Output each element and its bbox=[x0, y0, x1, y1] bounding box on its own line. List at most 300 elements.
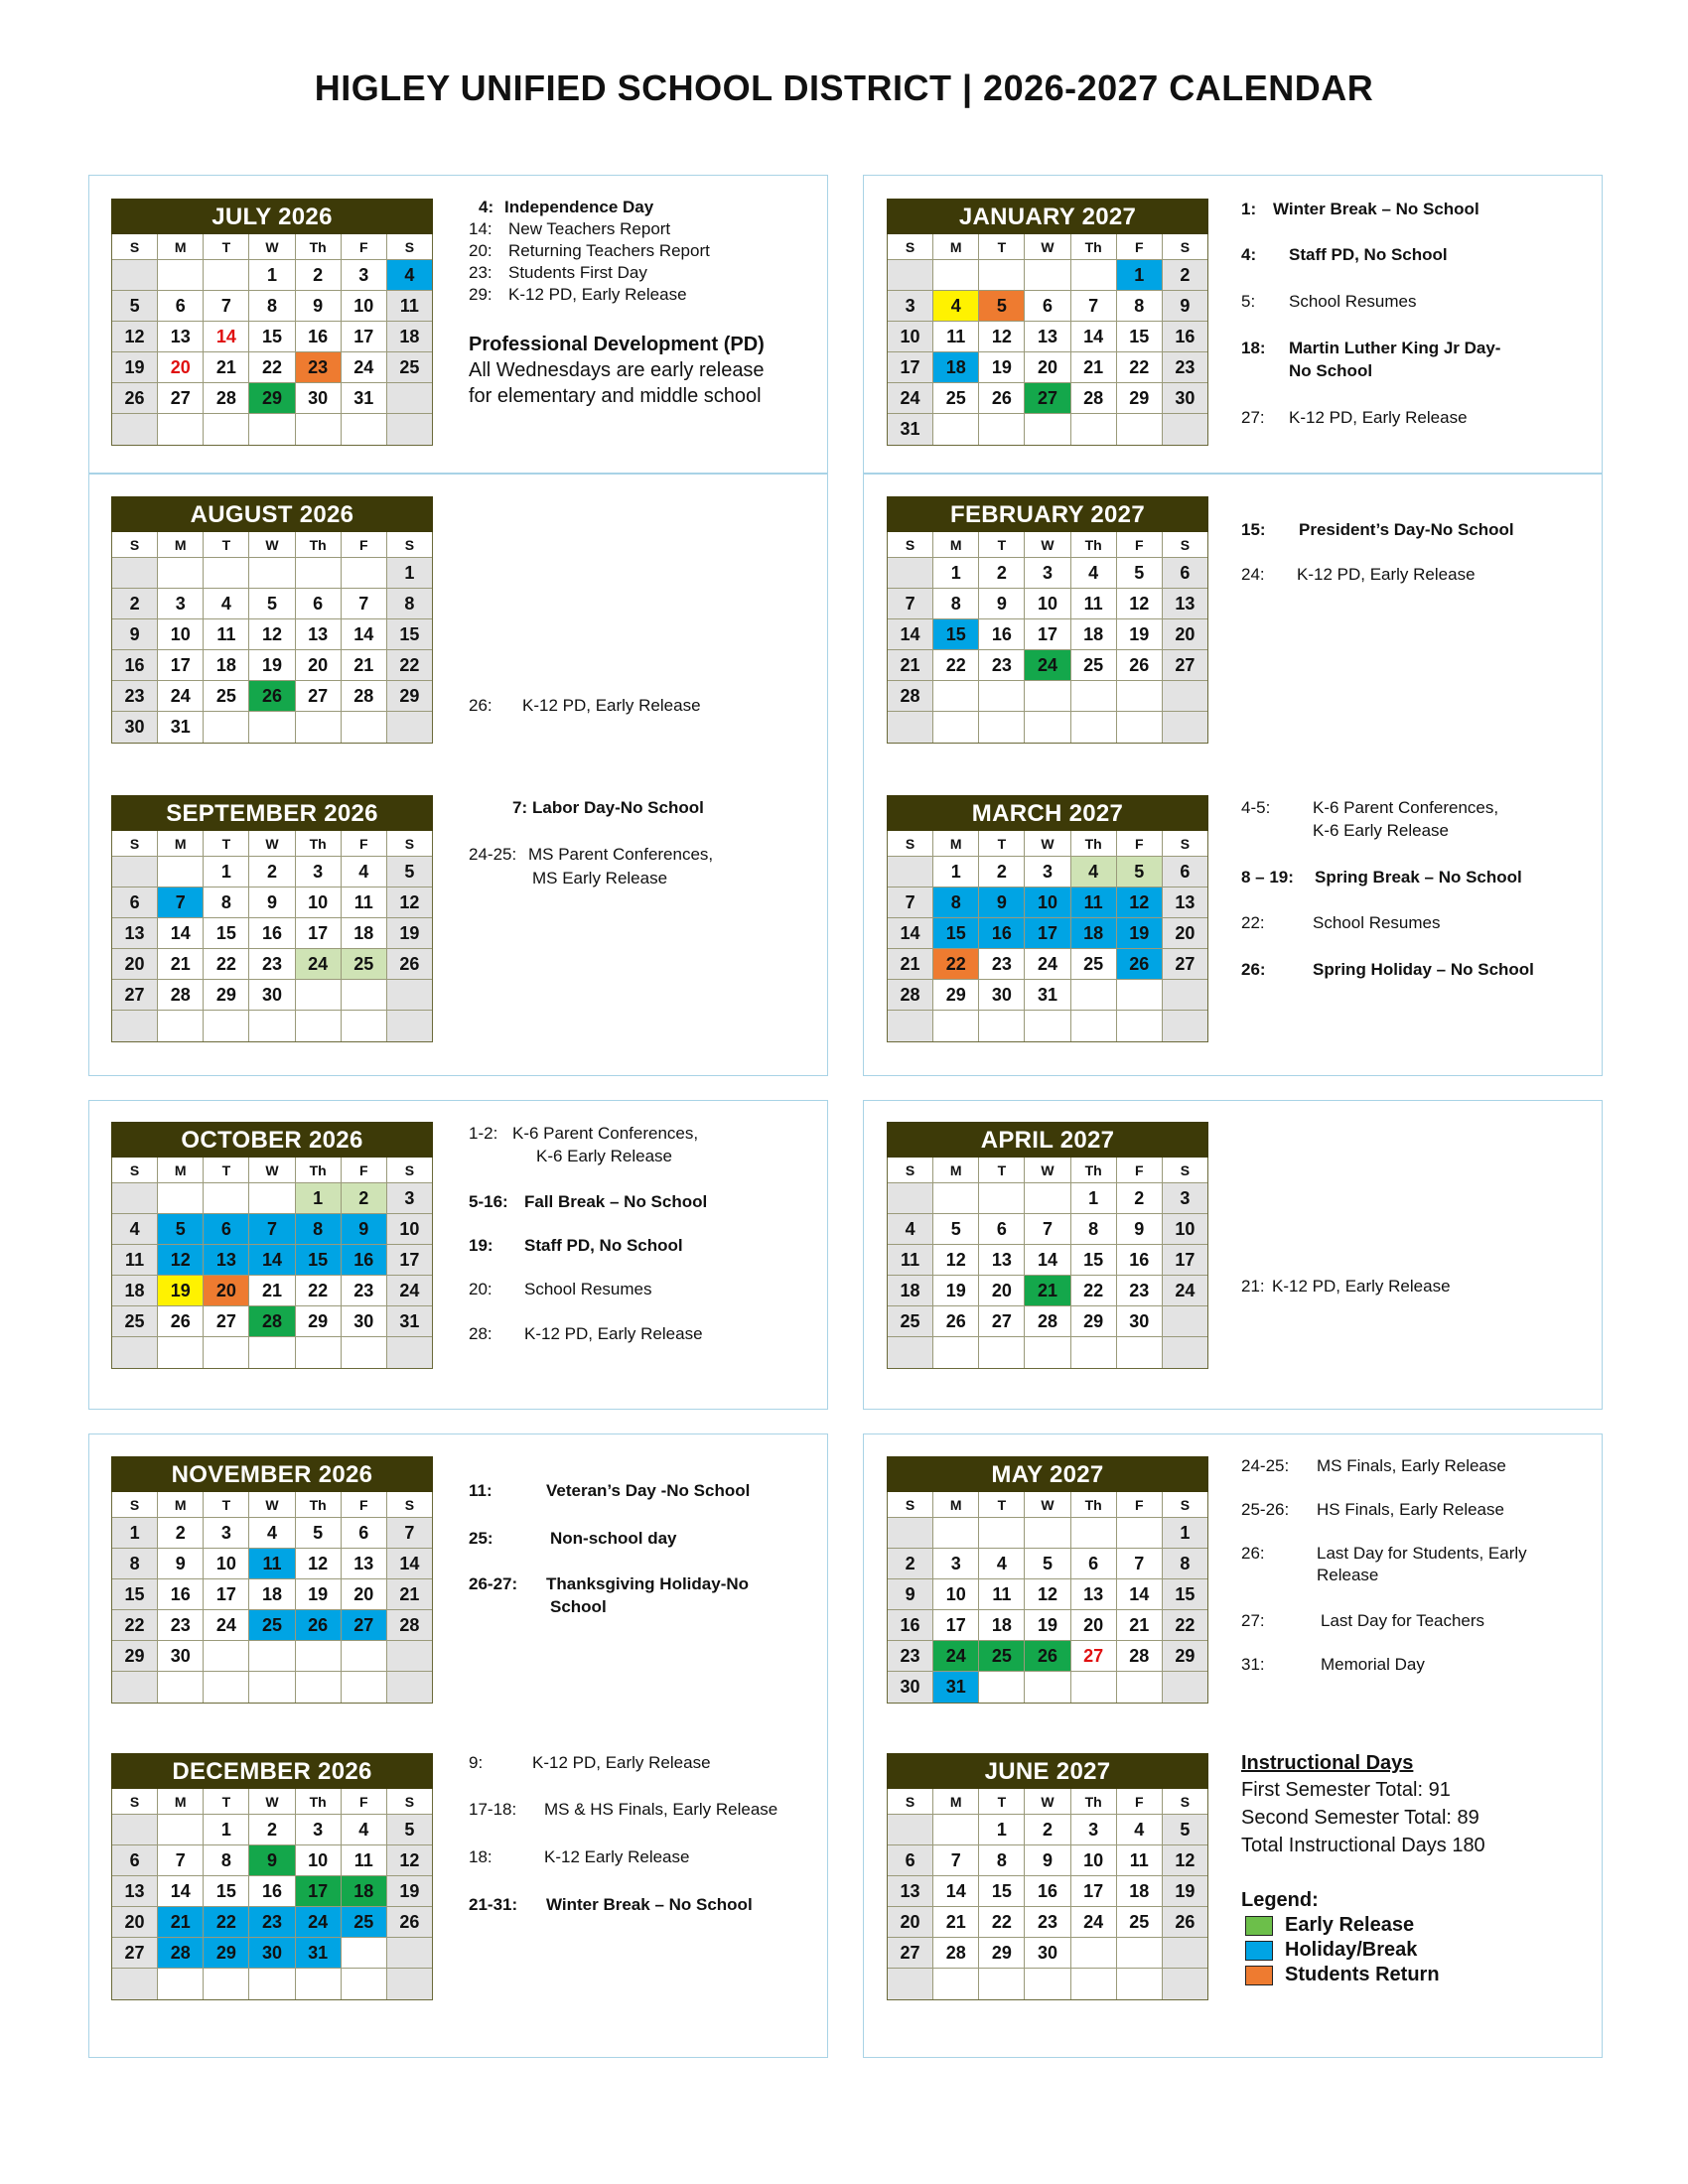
empty-cell bbox=[1117, 1011, 1163, 1041]
day-cell: 28 bbox=[1117, 1641, 1163, 1672]
weekday-label: S bbox=[112, 1492, 158, 1518]
day-cell: 13 bbox=[204, 1245, 249, 1276]
day-cell: 11 bbox=[888, 1245, 933, 1276]
day-cell: 3 bbox=[888, 291, 933, 322]
day-cell: 23 bbox=[112, 681, 158, 712]
day-cell: 17 bbox=[387, 1245, 432, 1276]
weekday-label: F bbox=[1117, 532, 1163, 558]
day-cell: 16 bbox=[979, 918, 1025, 949]
weekday-label: M bbox=[158, 234, 204, 260]
day-cell: 15 bbox=[1117, 322, 1163, 352]
pd-line-2: for elementary and middle school bbox=[469, 385, 762, 407]
day-cell: 29 bbox=[387, 681, 432, 712]
day-cell: 7 bbox=[342, 589, 387, 619]
day-cell: 24 bbox=[387, 1276, 432, 1306]
day-cell: 28 bbox=[1071, 383, 1117, 414]
week-row bbox=[888, 1672, 1207, 1703]
day-cell: 17 bbox=[1163, 1245, 1207, 1276]
empty-cell bbox=[1025, 1969, 1070, 1999]
day-cell: 24 bbox=[342, 352, 387, 383]
day-cell: 30 bbox=[1025, 1938, 1070, 1969]
day-cell: 21 bbox=[158, 949, 204, 980]
day-cell: 3 bbox=[1071, 1815, 1117, 1845]
day-cell: 6 bbox=[1025, 291, 1070, 322]
day-cell: 2 bbox=[112, 589, 158, 619]
month-title: JANUARY 2027 bbox=[887, 199, 1208, 234]
day-cell: 4 bbox=[204, 589, 249, 619]
empty-cell bbox=[204, 1641, 249, 1672]
day-cell: 5 bbox=[249, 589, 295, 619]
week-row bbox=[112, 1214, 432, 1245]
empty-cell bbox=[249, 1337, 295, 1368]
weekday-label: Th bbox=[296, 1158, 342, 1183]
empty-cell bbox=[112, 1183, 158, 1214]
empty-cell bbox=[979, 260, 1025, 291]
day-cell: 9 bbox=[1163, 291, 1207, 322]
second-semester-total: Second Semester Total: 89 bbox=[1241, 1807, 1479, 1829]
day-cell: 17 bbox=[1025, 918, 1070, 949]
day-cell: 29 bbox=[204, 1938, 249, 1969]
calendar-march-2027 bbox=[887, 795, 1208, 1042]
total-instructional-days: Total Instructional Days 180 bbox=[1241, 1835, 1485, 1856]
day-cell: 7 bbox=[933, 1845, 979, 1876]
day-cell: 23 bbox=[1025, 1907, 1070, 1938]
week-row bbox=[888, 712, 1207, 743]
day-cell: 11 bbox=[249, 1549, 295, 1579]
day-cell: 30 bbox=[249, 980, 295, 1011]
legend-heading: Legend: bbox=[1241, 1889, 1319, 1911]
week-row bbox=[112, 980, 432, 1011]
empty-cell bbox=[249, 1183, 295, 1214]
day-cell: 7 bbox=[249, 1214, 295, 1245]
week-row bbox=[888, 291, 1207, 322]
day-cell: 12 bbox=[979, 322, 1025, 352]
empty-cell bbox=[888, 712, 933, 743]
empty-cell bbox=[158, 1815, 204, 1845]
day-cell: 10 bbox=[158, 619, 204, 650]
weekday-label: S bbox=[888, 1492, 933, 1518]
empty-cell bbox=[342, 1938, 387, 1969]
empty-cell bbox=[1025, 260, 1070, 291]
day-cell: 1 bbox=[112, 1518, 158, 1549]
day-cell: 23 bbox=[1117, 1276, 1163, 1306]
week-row bbox=[112, 1337, 432, 1368]
day-cell: 8 bbox=[249, 291, 295, 322]
weekday-label: F bbox=[342, 1492, 387, 1518]
day-cell: 18 bbox=[342, 918, 387, 949]
empty-cell bbox=[979, 712, 1025, 743]
day-cell: 9 bbox=[342, 1214, 387, 1245]
day-cell: 19 bbox=[1163, 1876, 1207, 1907]
day-cell: 29 bbox=[296, 1306, 342, 1337]
day-cell: 18 bbox=[933, 352, 979, 383]
weekday-label: M bbox=[933, 1492, 979, 1518]
day-cell: 19 bbox=[249, 650, 295, 681]
month-title: SEPTEMBER 2026 bbox=[111, 795, 433, 831]
week-row bbox=[888, 1876, 1207, 1907]
day-cell: 20 bbox=[1071, 1610, 1117, 1641]
day-cell: 3 bbox=[342, 260, 387, 291]
weekday-label: Th bbox=[296, 831, 342, 857]
weekday-label: Th bbox=[1071, 532, 1117, 558]
weekday-label: S bbox=[888, 1158, 933, 1183]
empty-cell bbox=[979, 1011, 1025, 1041]
empty-cell bbox=[1071, 1969, 1117, 1999]
day-cell: 18 bbox=[387, 322, 432, 352]
day-cell: 23 bbox=[296, 352, 342, 383]
day-cell: 1 bbox=[387, 558, 432, 589]
empty-cell bbox=[387, 980, 432, 1011]
empty-cell bbox=[204, 712, 249, 743]
day-cell: 9 bbox=[296, 291, 342, 322]
week-row bbox=[112, 589, 432, 619]
day-cell: 9 bbox=[249, 887, 295, 918]
day-cell: 5 bbox=[296, 1518, 342, 1549]
empty-cell bbox=[158, 414, 204, 445]
day-cell: 10 bbox=[1071, 1845, 1117, 1876]
day-cell: 26 bbox=[112, 383, 158, 414]
week-row bbox=[112, 352, 432, 383]
weekday-header-row bbox=[888, 234, 1207, 260]
weekday-header-row bbox=[112, 1492, 432, 1518]
day-cell: 19 bbox=[1025, 1610, 1070, 1641]
weekday-label: M bbox=[158, 831, 204, 857]
day-cell: 15 bbox=[249, 322, 295, 352]
week-row bbox=[888, 260, 1207, 291]
day-cell: 15 bbox=[979, 1876, 1025, 1907]
day-cell: 17 bbox=[1025, 619, 1070, 650]
day-cell: 5 bbox=[158, 1214, 204, 1245]
empty-cell bbox=[158, 260, 204, 291]
day-cell: 1 bbox=[933, 558, 979, 589]
empty-cell bbox=[342, 558, 387, 589]
empty-cell bbox=[387, 712, 432, 743]
day-cell: 22 bbox=[296, 1276, 342, 1306]
week-row bbox=[888, 1610, 1207, 1641]
day-cell: 10 bbox=[933, 1579, 979, 1610]
empty-cell bbox=[888, 558, 933, 589]
day-cell: 9 bbox=[888, 1579, 933, 1610]
week-row bbox=[888, 650, 1207, 681]
weekday-label: F bbox=[1117, 1158, 1163, 1183]
week-row bbox=[888, 887, 1207, 918]
month-title: OCTOBER 2026 bbox=[111, 1122, 433, 1158]
day-cell: 29 bbox=[1117, 383, 1163, 414]
day-cell: 4 bbox=[249, 1518, 295, 1549]
weekday-label: Th bbox=[1071, 234, 1117, 260]
day-cell: 5 bbox=[1117, 558, 1163, 589]
day-cell: 29 bbox=[249, 383, 295, 414]
day-cell: 14 bbox=[888, 918, 933, 949]
day-cell: 26 bbox=[1117, 949, 1163, 980]
empty-cell bbox=[387, 1672, 432, 1703]
empty-cell bbox=[1071, 1672, 1117, 1703]
day-cell: 10 bbox=[204, 1549, 249, 1579]
calendar-september-2026 bbox=[111, 795, 433, 1042]
day-cell: 5 bbox=[387, 857, 432, 887]
weekday-label: S bbox=[112, 1158, 158, 1183]
day-cell: 17 bbox=[1071, 1876, 1117, 1907]
day-cell: 12 bbox=[933, 1245, 979, 1276]
week-row bbox=[888, 1549, 1207, 1579]
day-cell: 22 bbox=[1071, 1276, 1117, 1306]
day-cell: 13 bbox=[158, 322, 204, 352]
weekday-header-row bbox=[888, 1789, 1207, 1815]
calendar-october-2026 bbox=[111, 1122, 433, 1369]
month-title: JULY 2026 bbox=[111, 199, 433, 234]
day-cell: 5 bbox=[1117, 857, 1163, 887]
day-cell: 11 bbox=[112, 1245, 158, 1276]
day-cell: 8 bbox=[387, 589, 432, 619]
day-cell: 31 bbox=[342, 383, 387, 414]
week-row bbox=[112, 1672, 432, 1703]
day-cell: 11 bbox=[204, 619, 249, 650]
empty-cell bbox=[888, 1815, 933, 1845]
calendar-january-2027 bbox=[887, 199, 1208, 446]
day-cell: 20 bbox=[1163, 918, 1207, 949]
weekday-header-row bbox=[112, 1789, 432, 1815]
weekday-label: F bbox=[342, 234, 387, 260]
week-row bbox=[112, 322, 432, 352]
day-cell: 22 bbox=[387, 650, 432, 681]
day-cell: 27 bbox=[204, 1306, 249, 1337]
week-row bbox=[888, 1306, 1207, 1337]
day-cell: 16 bbox=[1025, 1876, 1070, 1907]
legend-item-students-return: Students Return bbox=[1241, 1963, 1440, 1987]
week-row bbox=[888, 1183, 1207, 1214]
week-row bbox=[888, 1276, 1207, 1306]
first-semester-total: First Semester Total: 91 bbox=[1241, 1779, 1451, 1801]
empty-cell bbox=[249, 1641, 295, 1672]
day-cell: 17 bbox=[296, 918, 342, 949]
day-cell: 4 bbox=[1117, 1815, 1163, 1845]
empty-cell bbox=[1025, 681, 1070, 712]
day-cell: 27 bbox=[158, 383, 204, 414]
day-cell: 10 bbox=[888, 322, 933, 352]
weekday-label: Th bbox=[1071, 1492, 1117, 1518]
day-cell: 13 bbox=[888, 1876, 933, 1907]
day-cell: 25 bbox=[979, 1641, 1025, 1672]
day-cell: 8 bbox=[1117, 291, 1163, 322]
week-row bbox=[888, 619, 1207, 650]
weekday-label: Th bbox=[296, 234, 342, 260]
day-cell: 10 bbox=[1025, 589, 1070, 619]
day-cell: 20 bbox=[1163, 619, 1207, 650]
week-row bbox=[112, 1938, 432, 1969]
empty-cell bbox=[979, 1518, 1025, 1549]
empty-cell bbox=[296, 1969, 342, 1999]
day-cell: 4 bbox=[112, 1214, 158, 1245]
empty-cell bbox=[204, 558, 249, 589]
week-row bbox=[888, 322, 1207, 352]
weekday-header-row bbox=[112, 1158, 432, 1183]
week-row bbox=[888, 1815, 1207, 1845]
weekday-label: S bbox=[1163, 1789, 1207, 1815]
weekday-label: Th bbox=[296, 532, 342, 558]
week-row bbox=[112, 291, 432, 322]
day-cell: 21 bbox=[1025, 1276, 1070, 1306]
day-cell: 3 bbox=[1163, 1183, 1207, 1214]
day-cell: 3 bbox=[296, 857, 342, 887]
day-cell: 14 bbox=[158, 1876, 204, 1907]
day-cell: 27 bbox=[1025, 383, 1070, 414]
empty-cell bbox=[387, 1969, 432, 1999]
week-row bbox=[112, 414, 432, 445]
day-cell: 26 bbox=[979, 383, 1025, 414]
empty-cell bbox=[296, 712, 342, 743]
week-row bbox=[112, 1011, 432, 1041]
empty-cell bbox=[1025, 1183, 1070, 1214]
day-cell: 20 bbox=[888, 1907, 933, 1938]
weekday-header-row bbox=[112, 831, 432, 857]
day-cell: 26 bbox=[1025, 1641, 1070, 1672]
day-cell: 12 bbox=[249, 619, 295, 650]
day-cell: 11 bbox=[342, 887, 387, 918]
day-cell: 13 bbox=[112, 1876, 158, 1907]
day-cell: 20 bbox=[204, 1276, 249, 1306]
empty-cell bbox=[1117, 414, 1163, 445]
empty-cell bbox=[1163, 1672, 1207, 1703]
day-cell: 5 bbox=[1025, 1549, 1070, 1579]
day-cell: 19 bbox=[1117, 918, 1163, 949]
empty-cell bbox=[979, 1183, 1025, 1214]
week-row bbox=[888, 414, 1207, 445]
empty-cell bbox=[158, 1672, 204, 1703]
empty-cell bbox=[933, 1518, 979, 1549]
day-cell: 24 bbox=[1025, 949, 1070, 980]
day-cell: 3 bbox=[1025, 558, 1070, 589]
day-cell: 18 bbox=[112, 1276, 158, 1306]
day-cell: 14 bbox=[933, 1876, 979, 1907]
empty-cell bbox=[933, 712, 979, 743]
day-cell: 18 bbox=[888, 1276, 933, 1306]
day-cell: 21 bbox=[933, 1907, 979, 1938]
empty-cell bbox=[158, 1011, 204, 1041]
empty-cell bbox=[112, 1969, 158, 1999]
weekday-label: S bbox=[888, 1789, 933, 1815]
weekday-label: M bbox=[933, 1789, 979, 1815]
weekday-label: M bbox=[158, 1789, 204, 1815]
month-grid bbox=[111, 234, 433, 446]
day-cell: 28 bbox=[342, 681, 387, 712]
day-cell: 16 bbox=[342, 1245, 387, 1276]
weekday-label: T bbox=[979, 831, 1025, 857]
day-cell: 8 bbox=[979, 1845, 1025, 1876]
day-cell: 12 bbox=[1025, 1579, 1070, 1610]
empty-cell bbox=[249, 414, 295, 445]
week-row bbox=[112, 1876, 432, 1907]
empty-cell bbox=[1163, 1938, 1207, 1969]
empty-cell bbox=[1071, 260, 1117, 291]
day-cell: 18 bbox=[1071, 918, 1117, 949]
month-grid bbox=[111, 1492, 433, 1704]
empty-cell bbox=[342, 980, 387, 1011]
weekday-label: S bbox=[387, 1492, 432, 1518]
day-cell: 20 bbox=[112, 949, 158, 980]
week-row bbox=[112, 1183, 432, 1214]
day-cell: 14 bbox=[342, 619, 387, 650]
weekday-label: S bbox=[112, 532, 158, 558]
empty-cell bbox=[158, 558, 204, 589]
empty-cell bbox=[342, 1969, 387, 1999]
weekday-label: W bbox=[249, 1158, 295, 1183]
day-cell: 17 bbox=[158, 650, 204, 681]
empty-cell bbox=[888, 1337, 933, 1368]
day-cell: 6 bbox=[888, 1845, 933, 1876]
day-cell: 24 bbox=[1025, 650, 1070, 681]
week-row bbox=[112, 1907, 432, 1938]
day-cell: 5 bbox=[1163, 1815, 1207, 1845]
legend-swatch bbox=[1245, 1941, 1273, 1961]
day-cell: 8 bbox=[296, 1214, 342, 1245]
day-cell: 18 bbox=[204, 650, 249, 681]
day-cell: 23 bbox=[342, 1276, 387, 1306]
day-cell: 22 bbox=[204, 949, 249, 980]
empty-cell bbox=[387, 383, 432, 414]
day-cell: 10 bbox=[296, 887, 342, 918]
day-cell: 8 bbox=[112, 1549, 158, 1579]
day-cell: 9 bbox=[158, 1549, 204, 1579]
day-cell: 9 bbox=[112, 619, 158, 650]
week-row bbox=[112, 1845, 432, 1876]
month-grid bbox=[887, 831, 1208, 1042]
weekday-label: W bbox=[249, 831, 295, 857]
empty-cell bbox=[933, 1183, 979, 1214]
day-cell: 17 bbox=[342, 322, 387, 352]
day-cell: 30 bbox=[1117, 1306, 1163, 1337]
day-cell: 16 bbox=[979, 619, 1025, 650]
day-cell: 19 bbox=[158, 1276, 204, 1306]
day-cell: 6 bbox=[112, 1845, 158, 1876]
day-cell: 18 bbox=[1071, 619, 1117, 650]
empty-cell bbox=[112, 260, 158, 291]
day-cell: 13 bbox=[1163, 887, 1207, 918]
empty-cell bbox=[342, 712, 387, 743]
weekday-label: W bbox=[1025, 1789, 1070, 1815]
day-cell: 12 bbox=[158, 1245, 204, 1276]
day-cell: 27 bbox=[1163, 650, 1207, 681]
weekday-label: S bbox=[888, 532, 933, 558]
day-cell: 24 bbox=[204, 1610, 249, 1641]
empty-cell bbox=[1117, 1969, 1163, 1999]
empty-cell bbox=[387, 414, 432, 445]
month-grid bbox=[111, 831, 433, 1042]
empty-cell bbox=[112, 1672, 158, 1703]
empty-cell bbox=[933, 260, 979, 291]
day-cell: 29 bbox=[204, 980, 249, 1011]
weekday-header-row bbox=[888, 1492, 1207, 1518]
empty-cell bbox=[296, 414, 342, 445]
day-cell: 14 bbox=[1025, 1245, 1070, 1276]
weekday-label: Th bbox=[296, 1789, 342, 1815]
month-title: MARCH 2027 bbox=[887, 795, 1208, 831]
day-cell: 17 bbox=[933, 1610, 979, 1641]
empty-cell bbox=[342, 1672, 387, 1703]
day-cell: 28 bbox=[1025, 1306, 1070, 1337]
empty-cell bbox=[1117, 1518, 1163, 1549]
week-row bbox=[888, 1907, 1207, 1938]
day-cell: 7 bbox=[158, 1845, 204, 1876]
empty-cell bbox=[296, 1011, 342, 1041]
pd-heading: Professional Development (PD) bbox=[469, 334, 765, 355]
empty-cell bbox=[1071, 980, 1117, 1011]
day-cell: 4 bbox=[342, 1815, 387, 1845]
empty-cell bbox=[1163, 681, 1207, 712]
day-cell: 2 bbox=[979, 558, 1025, 589]
weekday-label: S bbox=[387, 1158, 432, 1183]
day-cell: 2 bbox=[1163, 260, 1207, 291]
day-cell: 15 bbox=[204, 1876, 249, 1907]
